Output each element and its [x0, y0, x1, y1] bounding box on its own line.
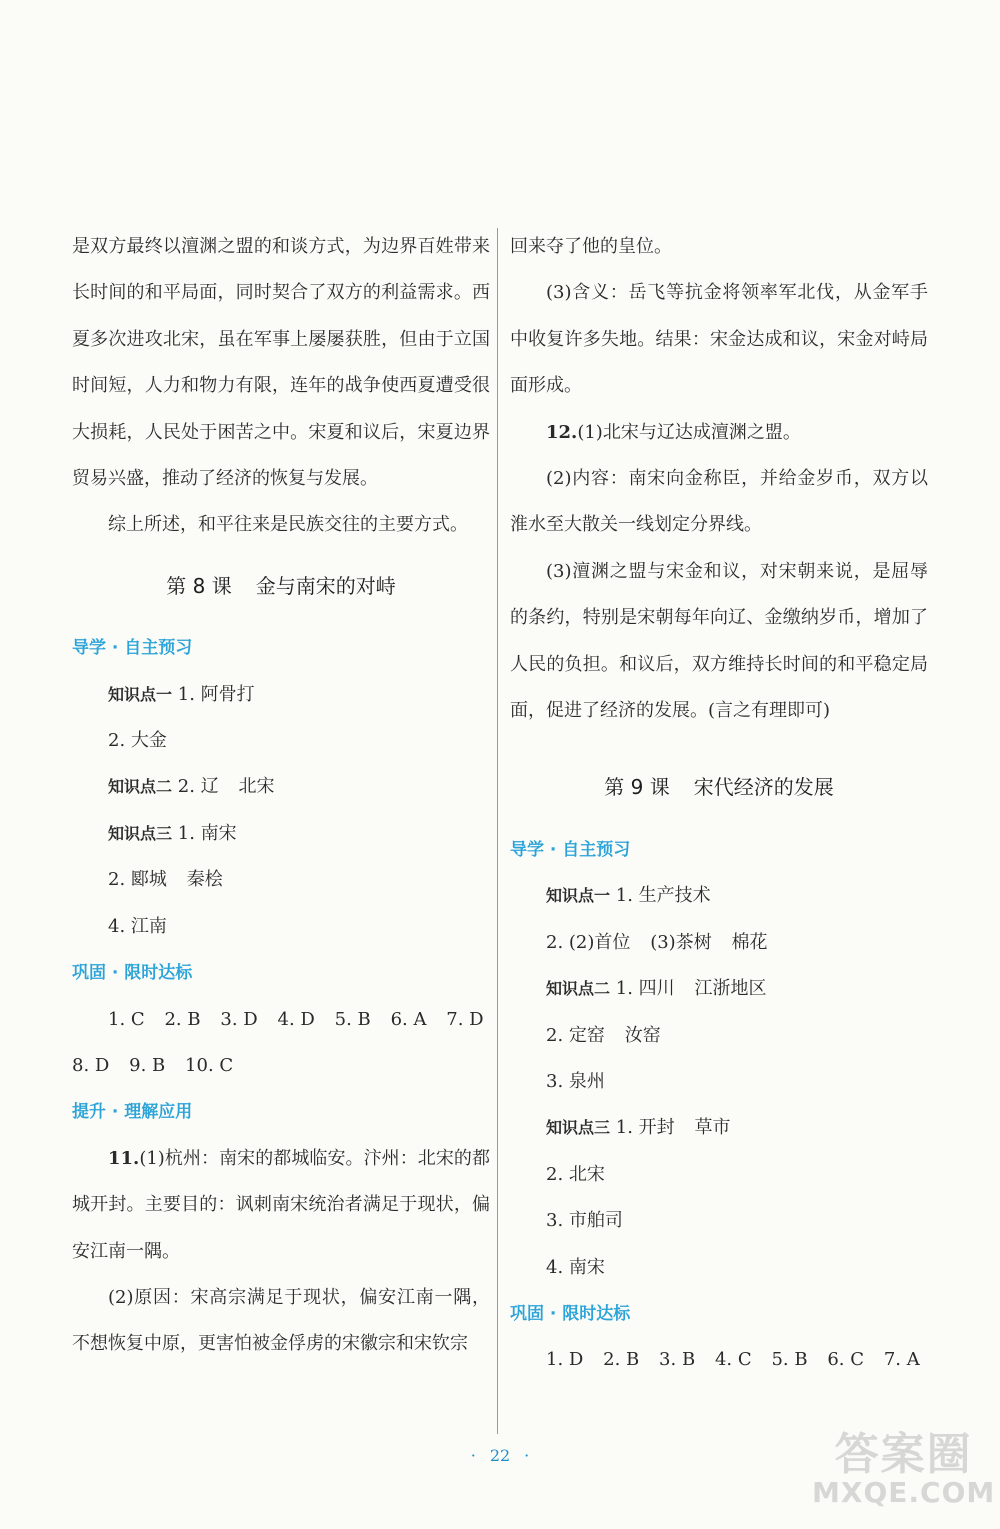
footer-dot: ·	[470, 1446, 476, 1465]
knowledge-line: 知识点三 1. 南宋	[108, 822, 237, 844]
section-heading-consolidate: 巩固 · 限时达标	[72, 963, 193, 984]
knowledge-line: 4. 江南	[108, 915, 167, 937]
knowledge-line: 知识点一 1. 生产技术	[546, 885, 711, 907]
watermark-logo: 答案圈 MXQE.COM	[812, 1429, 996, 1510]
lesson-8-heading	[72, 563, 490, 609]
knowledge-line: 知识点二 1. 四川 江浙地区	[546, 978, 767, 1000]
answer-row: 1. D 2. B 3. B 4. C 5. B 6. C 7. A	[546, 1349, 920, 1371]
question-11-part-2: (2)原因：宋高宗满足于现状，偏安江南一隅，不想恢复中原，更害怕被金俘虏的宋徽宗和宋钦宗	[72, 1286, 490, 1355]
lesson-title: 宋代经济的发展	[693, 775, 834, 800]
left-column	[72, 224, 490, 1368]
knowledge-line: 2. (2)首位 (3)茶树 棉花	[546, 931, 768, 953]
paragraph: 回来夺了他的皇位。	[510, 236, 672, 257]
question-11-part-3: (3)含义：岳飞等抗金将领率军北伐，从金军手中收复许多失地。结果：宋金达成和议，宋金对峙局面形成。	[510, 282, 928, 397]
knowledge-line: 知识点二 2. 辽 北宋	[108, 776, 275, 798]
knowledge-line: 2. 北宋	[546, 1163, 605, 1185]
question-12-part-1: 12.(1)北宋与辽达成澶渊之盟。	[546, 421, 801, 443]
section-heading-improve: 提升 · 理解应用	[72, 1102, 193, 1123]
column-divider	[497, 228, 498, 1434]
knowledge-line: 2. 定窑 汝窑	[546, 1024, 661, 1046]
conclusion-paragraph: 综上所述，和平往来是民族交往的主要方式。	[108, 514, 468, 536]
section-heading-preview: 导学 · 自主预习	[510, 839, 631, 860]
section-heading-consolidate: 巩固 · 限时达标	[510, 1303, 631, 1324]
lesson-title: 金与南宋的对峙	[255, 573, 396, 598]
knowledge-line: 2. 郾城 秦桧	[108, 869, 223, 891]
lesson-number: 第 8 课	[166, 573, 232, 598]
knowledge-line: 3. 市舶司	[546, 1210, 623, 1232]
answer-row: 1. C 2. B 3. D 4. D 5. B 6. A 7. D	[108, 1008, 484, 1030]
question-12-part-2: (2)内容：南宋向金称臣，并给金岁币，双方以淮水至大散关一线划定分界线。	[510, 468, 928, 536]
answer-row: 8. D 9. B 10. C	[72, 1054, 234, 1076]
section-heading-preview: 导学 · 自主预习	[72, 638, 193, 659]
footer-dot: ·	[524, 1446, 530, 1465]
lesson-9-heading	[510, 764, 928, 810]
question-12-part-3: (3)澶渊之盟与宋金和议，对宋朝来说，是屈辱的条约，特别是宋朝每年向辽、金缴纳岁币，增加了人民的负担。和议后，双方维持长时间的和平稳定局面，促进了经济的发展。(言之有理即可)	[510, 560, 928, 722]
right-column	[510, 224, 928, 1384]
knowledge-line: 2. 大金	[108, 730, 167, 752]
knowledge-line: 3. 泉州	[546, 1070, 605, 1092]
paragraph: 是双方最终以澶渊之盟的和谈方式，为边界百姓带来长时间的和平局面，同时契合了双方的利益需求。西夏多次进攻北宋，虽在军事上屡屡获胜，但由于立国时间短，人力和物力有限，连年的战争使西夏遭受很大损耗，人民处于困苦之中。宋夏和议后，宋夏边界贸易兴盛，推动了经济的恢复与发展。	[72, 236, 490, 490]
question-11-part-1: 11.(1)杭州：南宋的都城临安。汴州：北宋的都城开封。主要目的：讽刺南宋统治者满足于现状，偏安江南一隅。	[72, 1147, 490, 1262]
knowledge-line: 知识点三 1. 开封 草市	[546, 1117, 731, 1139]
knowledge-line: 4. 南宋	[546, 1256, 605, 1278]
page-number: 22	[489, 1446, 511, 1465]
lesson-number: 第 9 课	[604, 775, 670, 800]
knowledge-line: 知识点一 1. 阿骨打	[108, 683, 255, 705]
